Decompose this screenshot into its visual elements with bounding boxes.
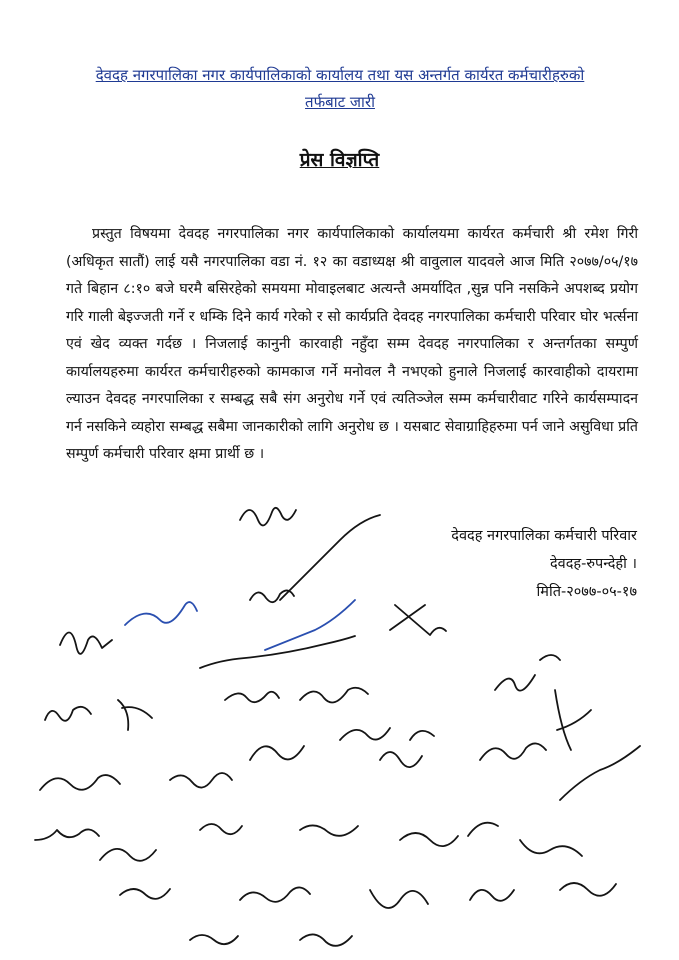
signature bbox=[480, 743, 546, 760]
signoff-date: मिति-२०७७-०५-१७ bbox=[536, 584, 637, 600]
issuer-heading-line2: तर्फबाट जारी bbox=[305, 93, 375, 111]
signature bbox=[265, 600, 355, 650]
signature bbox=[560, 883, 616, 896]
signature bbox=[240, 887, 310, 901]
signature bbox=[60, 633, 112, 654]
signature bbox=[495, 655, 560, 691]
signoff-organization: देवदह नगरपालिका कर्मचारी परिवार bbox=[451, 528, 637, 544]
signature bbox=[225, 692, 279, 702]
signature bbox=[35, 829, 99, 840]
signature bbox=[240, 508, 296, 526]
signature bbox=[390, 605, 446, 635]
signature bbox=[555, 690, 591, 750]
signature bbox=[300, 934, 352, 945]
signature bbox=[118, 700, 152, 730]
signature bbox=[300, 688, 368, 703]
signature bbox=[170, 773, 232, 788]
body-paragraph: प्रस्तुत विषयमा देवदह नगरपालिका नगर कार्यपालिकाको कार्यालयमा कार्यरत कर्मचारी श्री रमेश गिरी (अधिकृत सातौं) लाई यसै नगरपालिका वडा नं. १२ का वडाध्यक्ष श्री वावुलाल यादवले आज मिति २०७७/०५/१७ गते बिहान ८:१० बजे घरमै बसिरहेको समयमा मोवाइलबाट अत्यन्तै अमर्यादित ,सुन्न पनि नसकिने अपशब्द प्रयोग गरि गाली बेइज्जती गर्ने र धम्कि दिने कार्य गरेको र सो कार्यप्रति देवदह नगरपालिका कर्मचारी परिवार घोर भर्त्सना एवं खेद व्यक्त गर्दछ । निजलाई कानुनी कारवाही नहुँदा सम्म देवदह नगरपालिका र अन्तर्गतका सम्पुर्ण कार्यालयहरुमा कार्यरत कर्मचारीहरुको कामकाज गर्ने मनोवल नै नभएको हुनाले निजलाई कारवाहीको दायरामा ल्याउन देवदह नगरपालिका र सम्बद्ध सबै संग अनुरोध गर्ने एवं त्यतिञ्जेल सम्म कर्मचारीवाट गरिने कार्यसम्पादन गर्न नसकिने व्यहोरा सम्बद्ध सबैमा जानकारीको लागि अनुरोध छ । यसबाट सेवाग्राहिहरुमा पर्न जाने असुविधा प्रति सम्पुर्ण कर्मचारी परिवार क्षमा प्रार्थी छ । bbox=[66, 226, 638, 463]
page-title: प्रेस विज्ञप्ति bbox=[299, 149, 380, 171]
signature bbox=[125, 602, 197, 625]
signature bbox=[200, 824, 242, 834]
signature bbox=[470, 890, 514, 901]
signature bbox=[400, 823, 498, 846]
signature bbox=[300, 825, 358, 835]
signature bbox=[280, 515, 380, 600]
signature bbox=[340, 728, 434, 740]
signature bbox=[380, 752, 422, 767]
signoff-place: देवदह-रुपन्देही । bbox=[549, 556, 637, 572]
issuer-heading bbox=[60, 62, 620, 116]
signature bbox=[40, 775, 120, 790]
signature bbox=[120, 889, 170, 899]
signature bbox=[520, 840, 582, 856]
signature bbox=[250, 746, 304, 760]
signatures-area bbox=[0, 490, 679, 960]
issuer-heading-line1: देवदह नगरपालिका नगर कार्यपालिकाको कार्यालय तथा यस अन्तर्गत कार्यरत कर्मचारीहरुको bbox=[95, 66, 585, 84]
signature bbox=[100, 849, 156, 861]
signature bbox=[190, 935, 238, 944]
signature bbox=[200, 636, 355, 668]
signature bbox=[560, 746, 640, 800]
signature bbox=[45, 707, 91, 721]
signature bbox=[370, 890, 428, 908]
